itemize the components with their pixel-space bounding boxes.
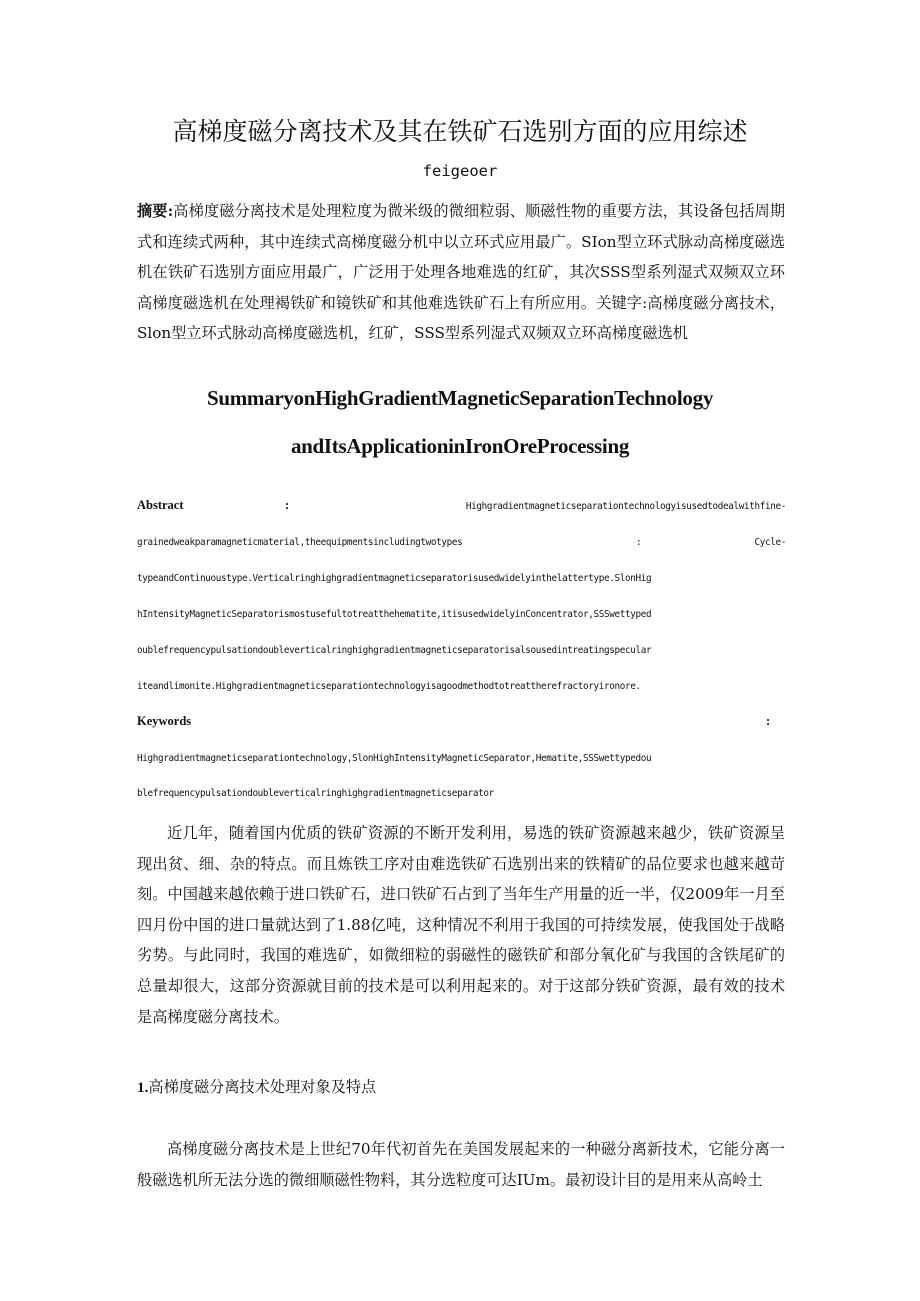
english-title-line-1: SummaryonHighGradientMagneticSeparationTechnology [206,386,714,410]
keywords-line-1: Highgradientmagneticseparationtechnology,SlonHighIntensityMagneticSeparator,Hematite,SSSwettypedou [137,753,652,764]
section-1-heading [137,1076,376,1097]
english-abstract-line-5: oublefrequencypulsationdoubleverticalringhighgradientmagneticseparatorisalsousedintreatingspecular [137,645,652,656]
section-1-number: 1. [137,1079,149,1096]
english-abstract-colon: : [285,498,290,512]
chinese-title: 高梯度磁分离技术及其在铁矿石选别方面的应用综述 [172,117,748,146]
keywords-colon: : [766,714,771,728]
english-abstract-line-2b: Cycle- [754,537,786,548]
intro-paragraph: 近几年，随着国内优质的铁矿资源的不断开发利用，易选的铁矿资源越来越少，铁矿资源呈现出贫、细、杂的特点。而且炼铁工序对由难选铁矿石选别出来的铁精矿的品位要求也越来越苛刻。中国越来越依赖于进口铁矿石，进口铁矿石占到了当年生产用量的近一半，仅2009年一月至四月份中国的进口量就达到了1.88亿吨，这种情况不利用于我国的可持续发展，使我国处于战略劣势。与此同时，我国的难选矿，如微细粒的弱磁性的磁铁矿和部分氧化矿与我国的含铁尾矿的总量却很大，这部分资源就目前的技术是可以利用起来的。对于这部分铁矿资源，最有效的技术是高梯度磁分离技术。 [137,824,785,1026]
abstract-text: 高梯度磁分离技术是处理粒度为微米级的微细粒弱、顺磁性物的重要方法，其设备包括周期式和连续式两种，其中连续式高梯度磁分机中以立环式应用最广。SIon型立环式脉动高梯度磁选机在铁矿石选别方面应用最广，广泛用于处理各地难选的红矿，其次SSS型系列湿式双频双立环高梯度磁选机在处理褐铁矿和镜铁矿和其他难选铁矿石上有所应用。关键字:高梯度磁分离技术，Slon型立环式脉动高梯度磁选机，红矿，SSS型系列湿式双频双立环高梯度磁选机 [137,202,786,343]
english-abstract-label: Abstract [137,498,184,512]
english-abstract-line-2a: grainedweakparamagneticmaterial,theequipmentsincludingtwotypes [137,537,463,548]
section-1-title: 高梯度磁分离技术处理对象及特点 [148,1078,377,1096]
english-abstract-line-6: iteandlimonite.Highgradientmagneticseparationtechnologyisagoodmethodtotreattherefractoryironore. [137,681,641,692]
abstract-label: 摘要: [137,202,174,220]
chinese-abstract [137,196,785,349]
author-name: feigeoer [422,162,498,180]
section-1-paragraph: 高梯度磁分离技术是上世纪70年代初首先在美国发展起来的一种磁分离新技术，它能分离一般磁选机所无法分选的微细顺磁性物料，其分选粒度可达IUm。最初设计目的是用来从高岭土 [137,1140,785,1189]
english-abstract-line-4: hIntensityMagneticSeparatorismostusefultotreatthehematite,itisusedwidelyinConcentrator,SSSwettyped [137,609,652,620]
keywords-label: Keywords [137,714,192,728]
english-abstract-line-2-colon: : [636,537,642,548]
english-abstract-line-1: Highgradientmagneticseparationtechnologyisusedtodealwithfine- [465,501,786,512]
english-abstract-line-3: typeandContinuoustype.Verticalringhighgradientmagneticseparatorisusedwidelyinthelattertype.SlonHig [137,573,652,584]
keywords-line-2: blefrequencypulsationdoubleverticalringhighgradientmagneticseparator [137,788,494,799]
english-title-line-2: andItsApplicationinIronOreProcessing [290,434,630,458]
